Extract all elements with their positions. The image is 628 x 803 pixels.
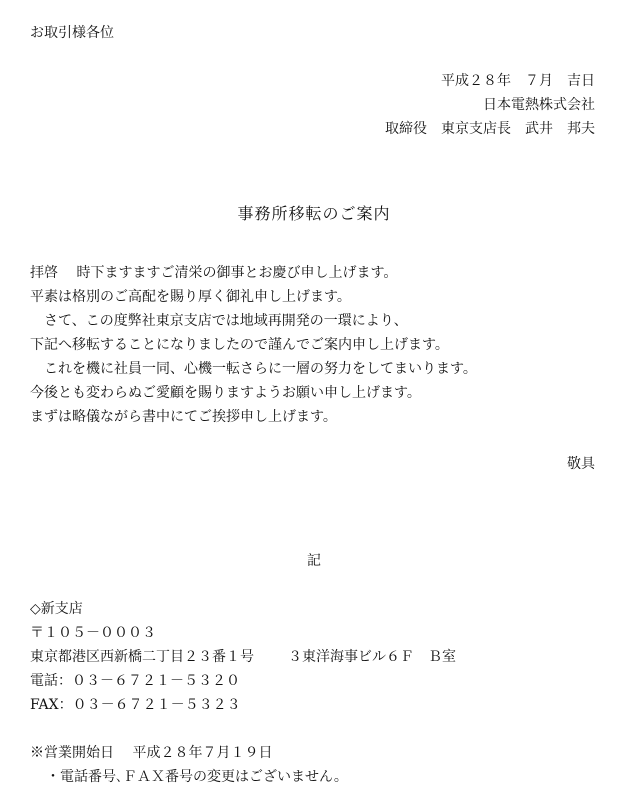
- address: [30, 648, 456, 666]
- body-line: 下記へ移転することになりましたので謹んでご案内申し上げます。: [30, 337, 449, 353]
- ki-heading: 記: [307, 553, 321, 569]
- body-line: さて、この度弊社東京支店では地域再開発の一環により、: [30, 313, 408, 329]
- phone-number: 電話：０３－６７２１－５３２０: [30, 673, 240, 689]
- postal-code: 〒１０５－０００３: [30, 625, 156, 641]
- body-line: 拝啓 時下ますますご清栄の御事とお慶び申し上げます。: [30, 265, 398, 281]
- body-line: まずは略儀ながら書中にてご挨拶申し上げます。: [30, 409, 337, 425]
- signatory: 取締役 東京支店長 武井 邦夫: [385, 121, 595, 137]
- address-main: 東京都港区西新橋二丁目２３番１号: [30, 649, 254, 665]
- body-line: 平素は格別のご高配を賜り厚く御礼申し上げます。: [30, 289, 351, 305]
- document-title: 事務所移転のご案内: [237, 204, 391, 223]
- fax-number: FAX：０３－６７２１－５３２３: [30, 697, 241, 713]
- business-start-date: ※営業開始日 平成２８年７月１９日: [30, 745, 273, 761]
- addressee: お取引様各位: [30, 25, 114, 41]
- address-building: ３東洋海事ビル６Ｆ Ｂ室: [288, 649, 456, 665]
- body-line: 今後とも変わらぬご愛顧を賜りますようお願い申し上げます。: [30, 385, 421, 401]
- note-remark: ・電話番号､ＦＡＸ番号の変更はございません。: [46, 769, 348, 785]
- new-office-heading: ◇新支店: [30, 601, 83, 617]
- date-line: 平成２８年 ７月 吉日: [441, 73, 595, 89]
- company-name: 日本電熱株式会社: [483, 97, 595, 113]
- closing: 敬具: [567, 456, 595, 472]
- body-line: これを機に社員一同、心機一転さらに一層の努力をしてまいります。: [30, 361, 477, 377]
